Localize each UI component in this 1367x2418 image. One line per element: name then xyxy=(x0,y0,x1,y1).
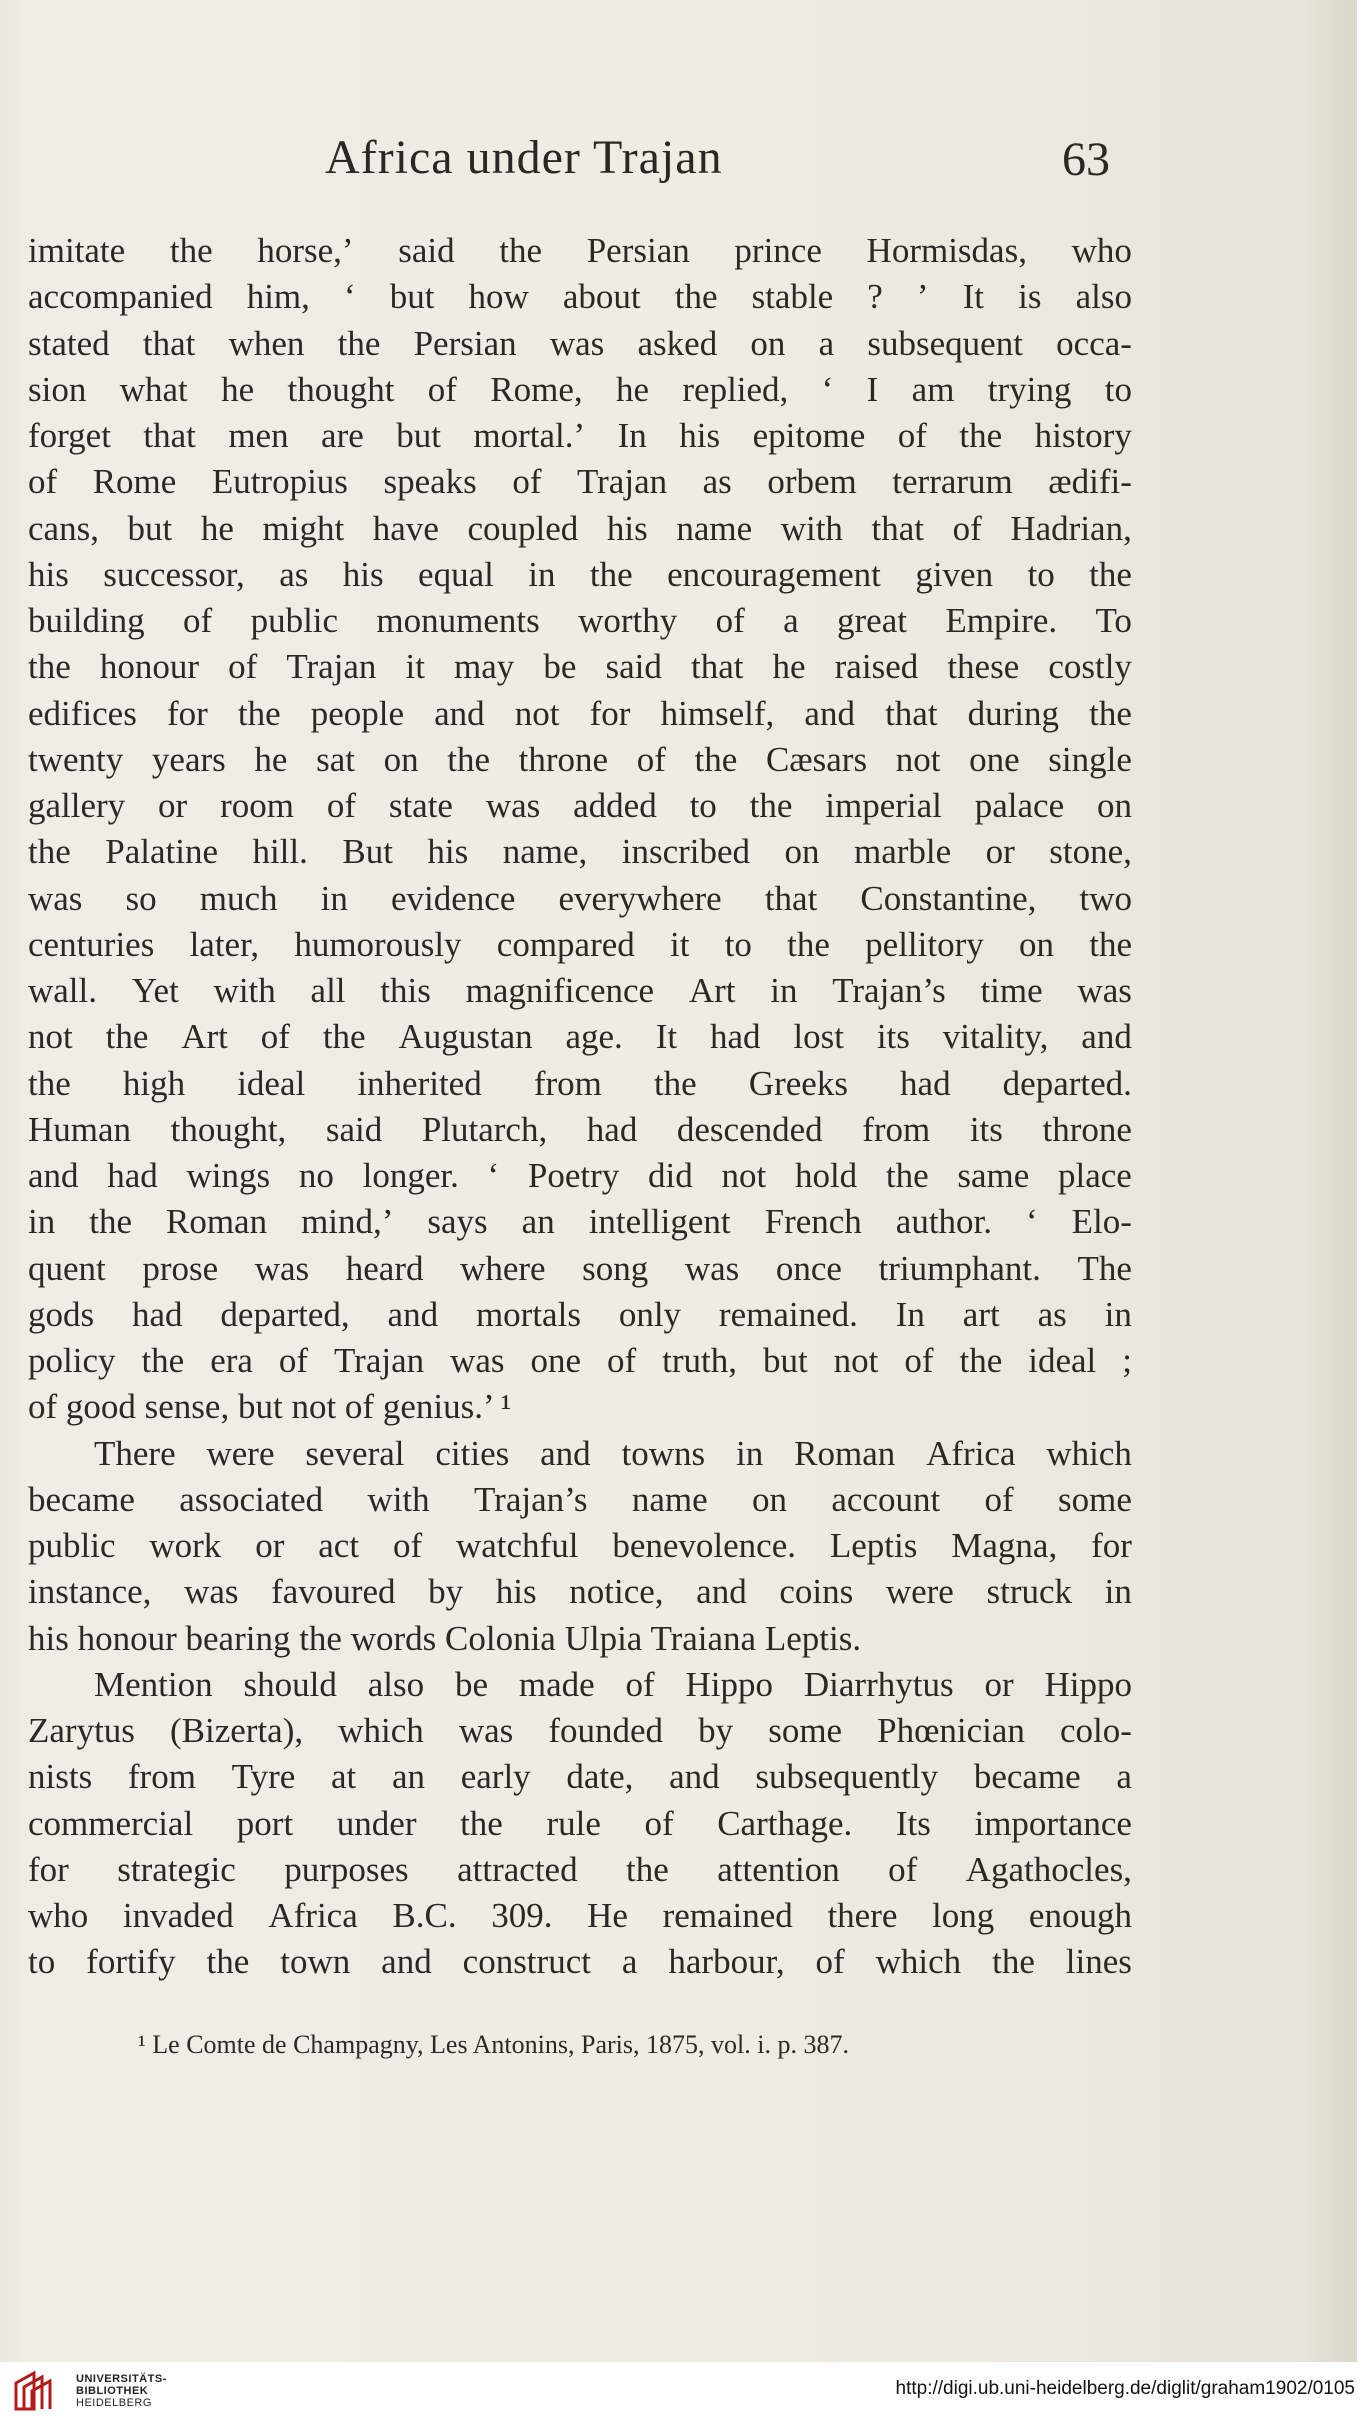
footnote: ¹ Le Comte de Champagny, Les Antonins, Paris, 1875, vol. i. p. 387. xyxy=(138,2030,849,2059)
text-line: in the Roman mind,’ says an intelligent French author. ‘ Elo- xyxy=(28,1202,1132,1242)
text-line: his successor, as his equal in the encouragement given to the xyxy=(28,554,1132,594)
text-line: edifices for the people and not for himself, and that during the xyxy=(28,693,1132,733)
text-line: public work or act of watchful benevolence. Leptis Magna, for xyxy=(28,1526,1132,1565)
library-name-line-2: BIBLIOTHEK xyxy=(76,2385,149,2397)
text-line: the honour of Trajan it may be said that he raised these costly xyxy=(28,647,1132,687)
text-line: forget that men are but mortal.’ In his epitome of the history xyxy=(28,416,1132,455)
library-name-line-1: UNIVERSITÄTS- xyxy=(76,2373,167,2385)
text-line: twenty years he sat on the throne of the Cæsars not one single xyxy=(28,739,1132,779)
text-line: instance, was favoured by his notice, and coins were struck in xyxy=(28,1572,1132,1612)
text-line: of Rome Eutropius speaks of Trajan as orbem terrarum ædifi- xyxy=(28,462,1132,502)
library-logo-icon xyxy=(12,2369,58,2413)
body-text xyxy=(28,228,1132,1986)
text-line: sion what he thought of Rome, he replied, ‘ I am trying to xyxy=(28,369,1132,409)
text-line: the Palatine hill. But his name, inscribed on marble or stone, xyxy=(28,832,1132,872)
text-line: policy the era of Trajan was one of truth, but not of the ideal ; xyxy=(28,1341,1132,1380)
digitization-footer xyxy=(0,2362,1367,2418)
text-line: Mention should also be made of Hippo Diarrhytus or Hippo xyxy=(94,1664,1132,1704)
text-line: commercial port under the rule of Carthage. Its importance xyxy=(28,1803,1132,1843)
text-line: stated that when the Persian was asked on a subsequent occa- xyxy=(28,323,1132,363)
library-name-line-3: HEIDELBERG xyxy=(76,2397,152,2409)
text-line: Human thought, said Plutarch, had descended from its throne xyxy=(28,1109,1132,1149)
running-title: Africa under Trajan xyxy=(325,131,723,184)
text-line: his honour bearing the words Colonia Ulpia Traiana Leptis. xyxy=(28,1618,862,1658)
text-line: not the Art of the Augustan age. It had lost its vitality, and xyxy=(28,1017,1132,1057)
running-head xyxy=(0,130,1357,190)
text-line: and had wings no longer. ‘ Poetry did not hold the same place xyxy=(28,1156,1132,1195)
text-line: of good sense, but not of genius.’ ¹ xyxy=(28,1387,512,1427)
page-number: 63 xyxy=(1062,133,1110,186)
text-line: gallery or room of state was added to the imperial palace on xyxy=(28,786,1132,825)
text-line: nists from Tyre at an early date, and subsequently became a xyxy=(28,1757,1132,1797)
text-line: to fortify the town and construct a harbour, of which the lines xyxy=(28,1942,1132,1982)
text-line: building of public monuments worthy of a great Empire. To xyxy=(28,601,1132,640)
text-line: There were several cities and towns in Roman Africa which xyxy=(94,1433,1132,1473)
text-line: who invaded Africa B.C. 309. He remained there long enough xyxy=(28,1896,1132,1935)
text-line: accompanied him, ‘ but how about the stable ? ’ It is also xyxy=(28,277,1132,317)
text-line: gods had departed, and mortals only remained. In art as in xyxy=(28,1294,1132,1334)
page-edge xyxy=(1347,0,1357,2362)
text-line: the high ideal inherited from the Greeks had departed. xyxy=(28,1063,1132,1103)
text-line: cans, but he might have coupled his name with that of Hadrian, xyxy=(28,508,1132,548)
text-line: quent prose was heard where song was once triumphant. The xyxy=(28,1248,1132,1288)
text-line: was so much in evidence everywhere that Constantine, two xyxy=(28,878,1132,918)
text-line: centuries later, humorously compared it to the pellitory on the xyxy=(28,924,1132,964)
text-line: for strategic purposes attracted the attention of Agathocles, xyxy=(28,1849,1132,1889)
text-line: Zarytus (Bizerta), which was founded by some Phœnician colo- xyxy=(28,1711,1132,1750)
library-name xyxy=(76,2373,167,2409)
text-line: imitate the horse,’ said the Persian prince Hormisdas, who xyxy=(28,231,1132,270)
text-line: wall. Yet with all this magnificence Art in Trajan’s time was xyxy=(28,971,1132,1010)
text-line: became associated with Trajan’s name on account of some xyxy=(28,1479,1132,1519)
source-url-link[interactable]: http://digi.ub.uni-heidelberg.de/diglit/graham1902/0105 xyxy=(895,2378,1355,2399)
